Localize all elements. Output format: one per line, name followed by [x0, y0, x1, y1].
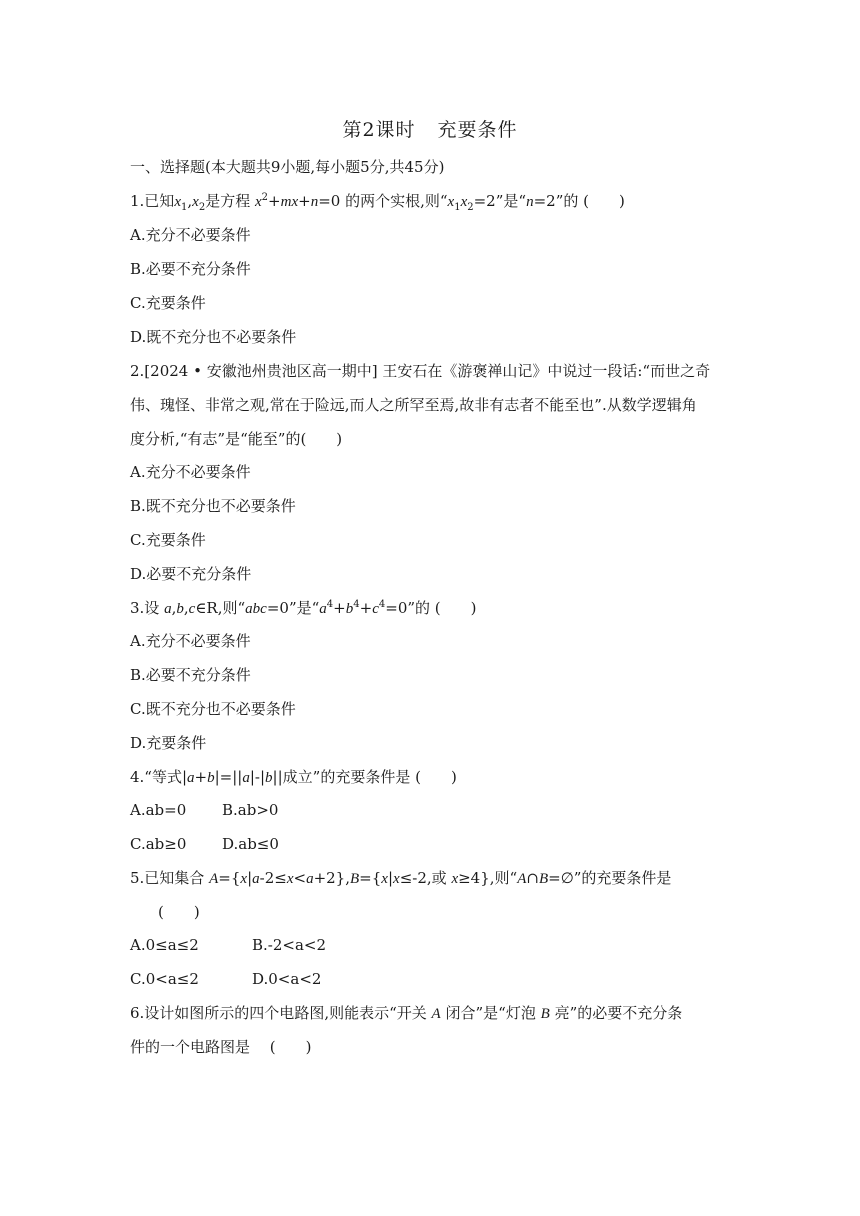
- question-4: 4.“等式|a+b|=||a|-|b||成立”的充要条件是 ( ): [130, 768, 457, 786]
- section-heading: 一、选择题(本大题共9小题,每小题5分,共45分): [130, 158, 445, 176]
- question-2-line-3: 度分析,“有志”是“能至”的( ): [130, 430, 343, 448]
- q3-option-a: A.充分不必要条件: [130, 632, 251, 650]
- q5-option-d: D.0<a<2: [252, 970, 322, 988]
- q3-option-c: C.既不充分也不必要条件: [130, 700, 296, 718]
- q1-option-d: D.既不充分也不必要条件: [130, 328, 297, 346]
- q4-option-d: D.ab≤0: [222, 835, 279, 853]
- q1-option-a: A.充分不必要条件: [130, 226, 251, 244]
- q4-options-row-2: [130, 834, 750, 854]
- q5-answer-paren: ( ): [158, 903, 200, 921]
- page-title: [0, 115, 860, 142]
- q2-option-b: B.既不充分也不必要条件: [130, 497, 296, 515]
- q2-option-a: A.充分不必要条件: [130, 463, 251, 481]
- q5-options-row-2: [130, 969, 750, 989]
- q2-option-d: D.必要不充分条件: [130, 565, 252, 583]
- q5-options-row-1: [130, 935, 750, 955]
- q5-option-a: A.0≤a≤2: [130, 936, 199, 954]
- q1-option-b: B.必要不充分条件: [130, 260, 251, 278]
- question-6-line-2: 件的一个电路图是 ( ): [130, 1038, 312, 1056]
- question-5: 5.已知集合 A={x|a-2≤x<a+2},B={x|x≤-2,或 x≥4},则“A∩B=∅”的充要条件是: [130, 869, 672, 887]
- q4-option-a: A.ab=0: [130, 801, 187, 819]
- lesson-label: 第2课时: [342, 119, 416, 141]
- question-2-line-1: 2.[2024 • 安徽池州贵池区高一期中] 王安石在《游褒禅山记》中说过一段话:“而世之奇: [130, 362, 711, 380]
- q3-option-b: B.必要不充分条件: [130, 666, 251, 684]
- question-6-line-1: 6.设计如图所示的四个电路图,则能表示“开关 A 闭合”是“灯泡 B 亮”的必要不充分条: [130, 1004, 683, 1022]
- q4-option-b: B.ab>0: [222, 801, 279, 819]
- q1-option-c: C.充要条件: [130, 294, 206, 312]
- q2-option-c: C.充要条件: [130, 531, 206, 549]
- q3-option-d: D.充要条件: [130, 734, 207, 752]
- question-1: 1.已知$x_1,x_2$是方程 $x^2+mx+n=0$ 的两个实根,则“$x_1x_2=2$”是“n=2”的 ( ): [130, 192, 625, 213]
- question-3: 3.设 a,b,c∈R,则“abc=0”是“$a^4+b^4+c^4=0$”的 ( ): [130, 599, 477, 617]
- q4-option-c: C.ab≥0: [130, 835, 187, 853]
- q5-option-b: B.-2<a<2: [252, 936, 327, 954]
- lesson-topic: 充要条件: [437, 119, 518, 141]
- q4-options-row-1: [130, 800, 750, 820]
- question-2-line-2: 伟、瑰怪、非常之观,常在于险远,而人之所罕至焉,故非有志者不能至也”.从数学逻辑角: [130, 396, 697, 414]
- q5-option-c: C.0<a≤2: [130, 970, 199, 988]
